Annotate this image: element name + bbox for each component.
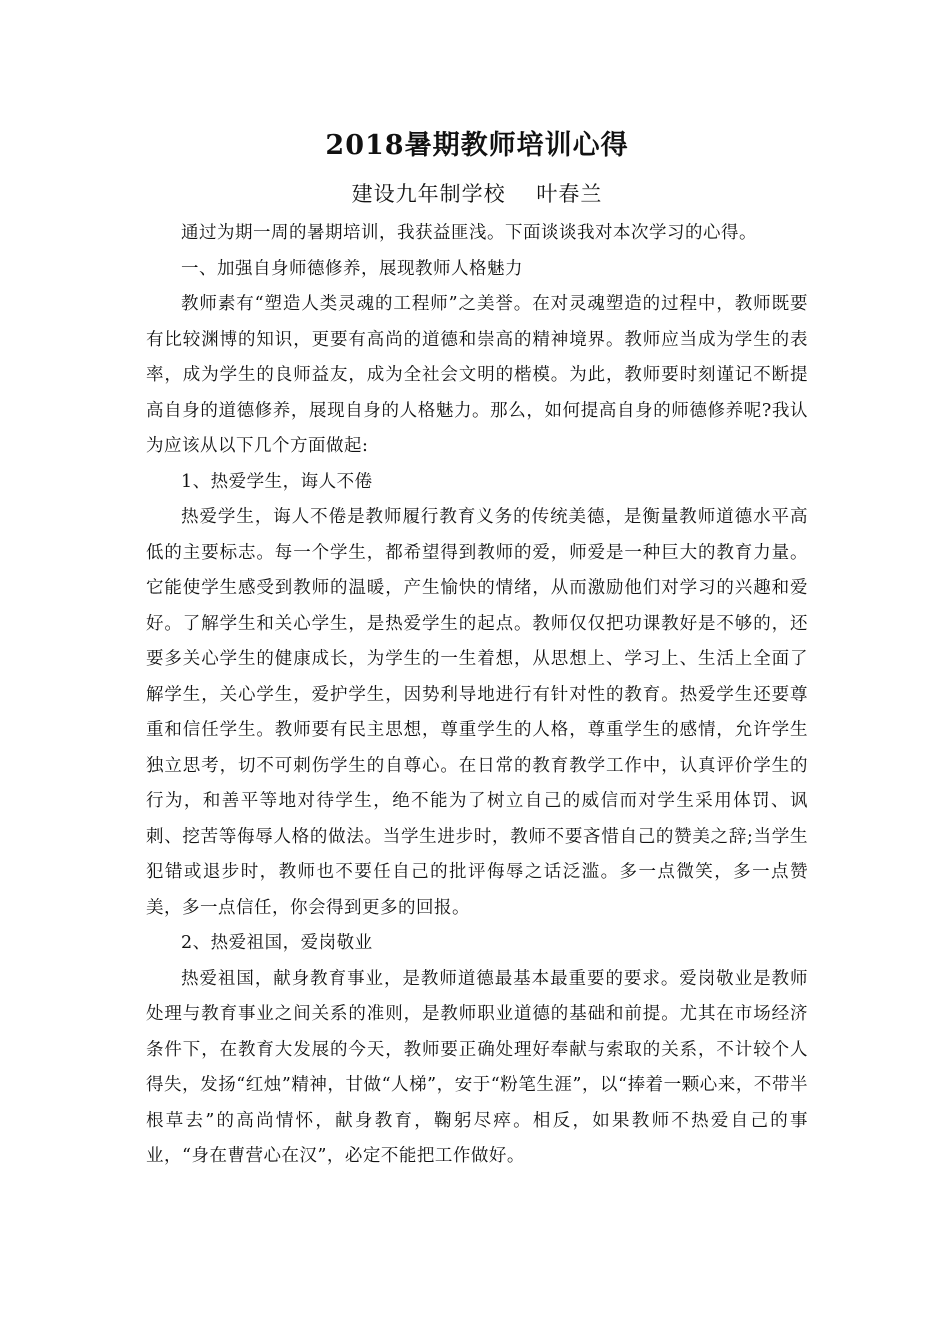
subsection-heading: 2、热爱祖国，爱岗敬业 (181, 933, 373, 953)
document-title: 2018暑期教师培训心得 (325, 130, 629, 161)
body-paragraph: 教师素有“塑造人类灵魂的工程师”之美誉。在对灵魂塑造的过程中，教师既要有比较渊博的知识，更要有高尚的道德和崇高的精神境界。教师应当成为学生的表率，成为学生的良师益友，成为全社会文明的楷模。为此，教师要时刻谨记不断提高自身的道德修养，展现自身的人格魅力。那么，如何提高自身的师德修养呢?我认为应该从以下几个方面做起: (146, 294, 808, 456)
body-paragraph: 热爱学生，诲人不倦是教师履行教育义务的传统美德，是衡量教师道德水平高低的主要标志。每一个学生，都希望得到教师的爱，师爱是一种巨大的教育力量。它能使学生感受到教师的温暖，产生愉快的情绪，从而激励他们对学习的兴趣和爱好。了解学生和关心学生，是热爱学生的起点。教师仅仅把功课教好是不够的，还要多关心学生的健康成长，为学生的一生着想，从思想上、学习上、生活上全面了解学生，关心学生，爱护学生，因势利导地进行有针对性的教育。热爱学生还要尊重和信任学生。教师要有民主思想，尊重学生的人格，尊重学生的感情，允许学生独立思考，切不可刺伤学生的自尊心。在日常的教育教学工作中，认真评价学生的行为，和善平等地对待学生，绝不能为了树立自己的威信而对学生采用体罚、讽刺、挖苦等侮辱人格的做法。当学生进步时，教师不要吝惜自己的赞美之辞;当学生犯错或退步时，教师也不要任自己的批评侮辱之话泛滥。多一点微笑，多一点赞美，多一点信任，你会得到更多的回报。 (146, 507, 808, 918)
author-line: 建设九年制学校 叶春兰 (351, 182, 603, 206)
section-heading: 一、加强自身师德修养，展现教师人格魅力 (181, 258, 523, 279)
subsection-heading: 1、热爱学生，诲人不倦 (181, 471, 373, 492)
intro-paragraph: 通过为期一周的暑期培训，我获益匪浅。下面谈谈我对本次学习的心得。 (181, 223, 757, 243)
body-paragraph: 热爱祖国，献身教育事业，是教师道德最基本最重要的要求。爱岗敬业是教师处理与教育事业之间关系的准则，是教师职业道德的基础和前提。尤其在市场经济条件下，在教育大发展的今天，教师要正确处理好奉献与索取的关系，不计较个人得失，发扬“红烛”精神，甘做“人梯”，安于“粉笔生涯”，以“捧着一颗心来，不带半根草去”的高尚情怀，献身教育，鞠躬尽瘁。相反，如果教师不热爱自己的事业，“身在曹营心在汉”，必定不能把工作做好。 (146, 968, 808, 1166)
